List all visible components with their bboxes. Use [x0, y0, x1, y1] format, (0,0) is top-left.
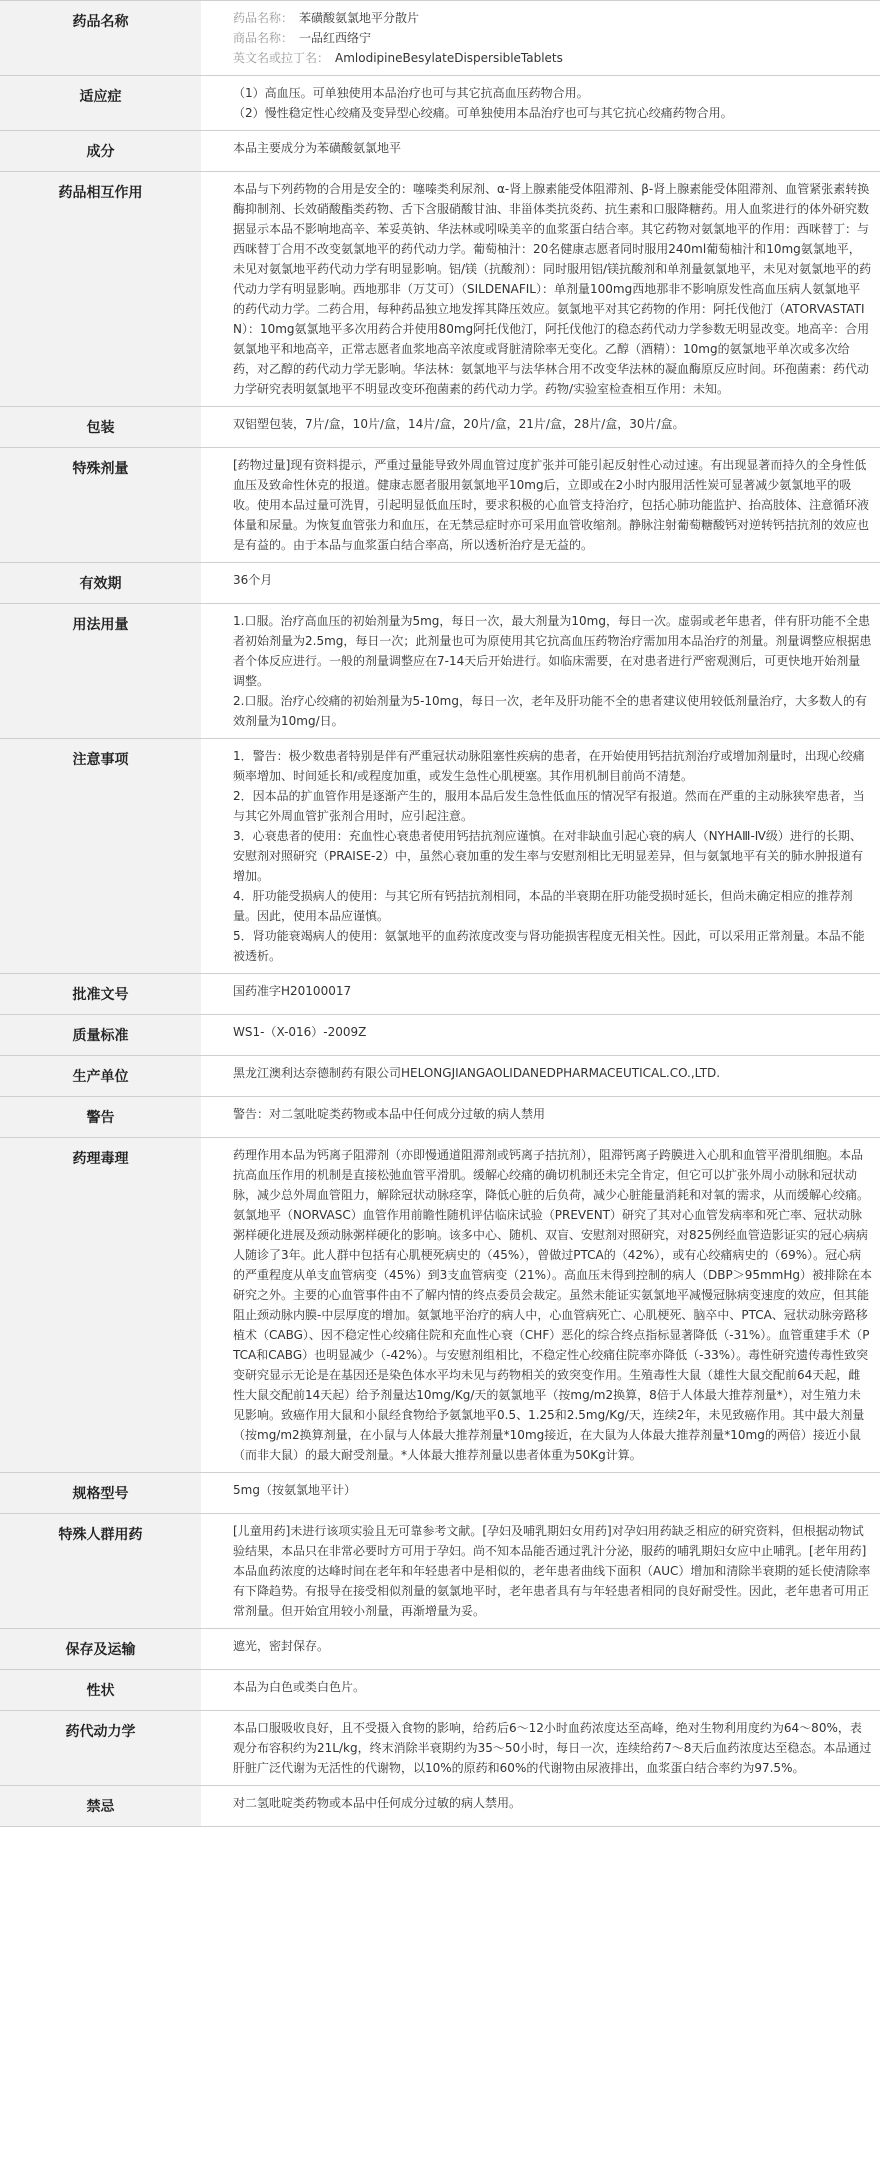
- row-value: [201, 1, 880, 76]
- row-label: 有效期: [0, 563, 201, 604]
- info-row: [0, 1670, 880, 1711]
- value-paragraph: [药物过量]现有资料提示，严重过量能导致外周血管过度扩张并可能引起反射性心动过速。有出现显著而持久的全身性低血压及致命性休克的报道。健康志愿者服用氨氯地平10mg后，立即或在2小时内服用活性炭可显著减少氨氯地平的吸收。使用本品过量可洗胃，引起明显低血压时，要求积极的心血管支持治疗，包括心肺功能监护、抬高肢体、注意循环液体量和尿量。为恢复血管张力和血压，在无禁忌症时亦可采用血管收缩剂。静脉注射葡萄糖酸钙对逆转钙拮抗剂的效应也是有益的。由于本品与血浆蛋白结合率高，所以透析治疗是无益的。: [233, 458, 870, 552]
- info-row: [0, 172, 880, 407]
- row-value: [201, 1056, 880, 1097]
- row-label: 成分: [0, 131, 201, 172]
- row-label: 性状: [0, 1670, 201, 1711]
- row-value: [201, 76, 880, 131]
- info-row: [0, 1097, 880, 1138]
- value-paragraph: 本品口服吸收良好，且不受摄入食物的影响，给药后6～12小时血药浓度达至高峰，绝对生物利用度约为64～80%，表观分布容积约为21L/kg，终末消除半衰期约为35～50小时，每日一次，连续给药7～8天后血药浓度达至稳态。本品通过肝脏广泛代谢为无活性的代谢物，以10%的原药和60%的代谢物由尿液排出，血浆蛋白结合率约为97.5%。: [233, 1721, 872, 1775]
- row-value: [201, 604, 880, 739]
- row-label: 包装: [0, 407, 201, 448]
- row-label: 适应症: [0, 76, 201, 131]
- row-label: 禁忌: [0, 1786, 201, 1827]
- value-paragraph: 2.口服。治疗心绞痛的初始剂量为5-10mg，每日一次，老年及肝功能不全的患者建议使用较低剂量治疗，大多数人的有效剂量为10mg/日。: [233, 694, 867, 728]
- value-paragraph: （1）高血压。可单独使用本品治疗也可与其它抗高血压药物合用。: [233, 86, 589, 100]
- row-label: 批准文号: [0, 974, 201, 1015]
- row-label: 药代动力学: [0, 1711, 201, 1786]
- row-value: [201, 1786, 880, 1827]
- name-line: [233, 48, 872, 68]
- value-paragraph: 警告：对二氢吡啶类药物或本品中任何成分过敏的病人禁用: [233, 1107, 546, 1121]
- row-value: [201, 1711, 880, 1786]
- name-key: 药品名称：: [233, 11, 294, 25]
- value-paragraph: 黑龙江澳利达奈德制药有限公司HELONGJIANGAOLIDANEDPHARMACEUTICAL.CO.,LTD.: [233, 1066, 721, 1080]
- value-paragraph: （2）慢性稳定性心绞痛及变异型心绞痛。可单独使用本品治疗也可与其它抗心绞痛药物合用。: [233, 106, 733, 120]
- info-row: [0, 1711, 880, 1786]
- value-paragraph: 双铝塑包装，7片/盒，10片/盒，14片/盒，20片/盒，21片/盒，28片/盒，30片/盒。: [233, 417, 685, 431]
- value-paragraph: WS1-（X-016）-2009Z: [233, 1025, 367, 1039]
- value-paragraph: 3．心衰患者的使用：充血性心衰患者使用钙拮抗剂应谨慎。在对非缺血引起心衰的病人（NYHAⅢ-Ⅳ级）进行的长期、安慰剂对照研究（PRAISE-2）中，虽然心衰加重的发生率与安慰剂相比无明显差异，但与氨氯地平有关的肺水肿报道有增加。: [233, 829, 864, 883]
- value-paragraph: 2．因本品的扩血管作用是逐渐产生的，服用本品后发生急性低血压的情况罕有报道。然而在严重的主动脉狭窄患者，当与其它外周血管扩张剂合用时，应引起注意。: [233, 789, 865, 823]
- value-paragraph: 遮光，密封保存。: [233, 1639, 330, 1653]
- info-row: [0, 604, 880, 739]
- row-label: 警告: [0, 1097, 201, 1138]
- info-row: [0, 131, 880, 172]
- name-key: 商品名称：: [233, 31, 294, 45]
- row-value: [201, 1015, 880, 1056]
- value-paragraph: 36个月: [233, 573, 273, 587]
- name-value: 一品红西络宁: [299, 31, 372, 45]
- value-paragraph: 5mg（按氨氯地平计）: [233, 1483, 356, 1497]
- info-row: [0, 76, 880, 131]
- row-label: 注意事项: [0, 739, 201, 974]
- row-value: [201, 448, 880, 563]
- info-row: [0, 739, 880, 974]
- info-row: [0, 1629, 880, 1670]
- name-line: [233, 28, 872, 48]
- value-paragraph: 对二氢吡啶类药物或本品中任何成分过敏的病人禁用。: [233, 1796, 522, 1810]
- info-row: [0, 1015, 880, 1056]
- value-paragraph: 国药准字H20100017: [233, 984, 352, 998]
- name-value: 苯磺酸氨氯地平分散片: [299, 11, 420, 25]
- row-label: 药理毒理: [0, 1138, 201, 1473]
- row-value: [201, 1670, 880, 1711]
- value-paragraph: 5．肾功能衰竭病人的使用：氨氯地平的血药浓度改变与肾功能损害程度无相关性。因此，可以采用正常剂量。本品不能被透析。: [233, 929, 865, 963]
- row-label: 保存及运输: [0, 1629, 201, 1670]
- row-label: 规格型号: [0, 1473, 201, 1514]
- info-row: [0, 563, 880, 604]
- row-value: [201, 1138, 880, 1473]
- info-row: [0, 1056, 880, 1097]
- row-value: [201, 131, 880, 172]
- row-value: [201, 1514, 880, 1629]
- value-paragraph: 本品为白色或类白色片。: [233, 1680, 366, 1694]
- info-row: [0, 1, 880, 76]
- row-label: 药品相互作用: [0, 172, 201, 407]
- value-paragraph: 4．肝功能受损病人的使用：与其它所有钙拮抗剂相同，本品的半衰期在肝功能受损时延长，但尚未确定相应的推荐剂量。因此，使用本品应谨慎。: [233, 889, 853, 923]
- row-label: 用法用量: [0, 604, 201, 739]
- value-paragraph: 1．警告：极少数患者特别是伴有严重冠状动脉阻塞性疾病的患者，在开始使用钙拮抗剂治疗或增加剂量时，出现心绞痛频率增加、时间延长和/或程度加重，或发生急性心肌梗塞。其作用机制目前尚不清楚。: [233, 749, 865, 783]
- value-paragraph: 本品与下列药物的合用是安全的：噻嗪类利尿剂、α-肾上腺素能受体阻滞剂、β-肾上腺素能受体阻滞剂、血管紧张素转换酶抑制剂、长效硝酸酯类药物、舌下含服硝酸甘油、非甾体类抗炎药、抗生素和口服降糖药。用人血浆进行的体外研究数据显示本品不影响地高辛、苯妥英钠、华法林或吲哚美辛的血浆蛋白结合率。其它药物对氨氯地平的作用：西咪替丁：与西咪替丁合用不改变氨氯地平的药代动力学。葡萄柚汁：20名健康志愿者同时服用240ml葡萄柚汁和10mg氨氯地平，未见对氨氯地平药代动力学有明显影响。铝/镁（抗酸剂）：同时服用铝/镁抗酸剂和单剂量氨氯地平，未见对氨氯地平的药代动力学有明显影响。西地那非（万艾可）（SILDENAFIL）：单剂量100mg西地那非不影响原发性高血压病人氨氯地平的药代动力学。二药合用，每种药品独立地发挥其降压效应。氨氯地平对其它药物的作用：阿托伐他汀（ATORVASTATIN）：10mg氨氯地平多次用药合并使用80mg阿托伐他汀，阿托伐他汀的稳态药代动力学参数无明显改变。地高辛：合用氨氯地平和地高辛，正常志愿者血浆地高辛浓度或肾脏清除率无变化。乙醇（酒精）：10mg的氨氯地平单次或多次给药，对乙醇的药代动力学无影响。华法林：氨氯地平与法华林合用不改变华法林的凝血酶原反应时间。环孢菌素：药代动力学研究表明氨氯地平不明显改变环孢菌素的药代动力学。药物/实验室检查相互作用：未知。: [233, 182, 872, 396]
- row-value: [201, 739, 880, 974]
- info-row: [0, 1473, 880, 1514]
- row-label: 特殊剂量: [0, 448, 201, 563]
- row-value: [201, 172, 880, 407]
- info-row: [0, 1786, 880, 1827]
- row-label: 药品名称: [0, 1, 201, 76]
- info-row: [0, 407, 880, 448]
- name-line: [233, 8, 872, 28]
- info-row: [0, 448, 880, 563]
- name-value: AmlodipineBesylateDispersibleTablets: [335, 51, 563, 65]
- row-value: [201, 974, 880, 1015]
- row-label: 生产单位: [0, 1056, 201, 1097]
- row-value: [201, 407, 880, 448]
- row-label: 质量标准: [0, 1015, 201, 1056]
- row-label: 特殊人群用药: [0, 1514, 201, 1629]
- info-row: [0, 1138, 880, 1473]
- row-value: [201, 1629, 880, 1670]
- value-paragraph: 本品主要成分为苯磺酸氨氯地平: [233, 141, 402, 155]
- name-key: 英文名或拉丁名：: [233, 51, 330, 65]
- value-paragraph: 1.口服。治疗高血压的初始剂量为5mg，每日一次，最大剂量为10mg，每日一次。虚弱或老年患者，伴有肝功能不全患者初始剂量为2.5mg，每日一次；此剂量也可为原使用其它抗高血压药物治疗需加用本品治疗的剂量。剂量调整应根据患者个体反应进行。一般的剂量调整应在7-14天后开始进行。如临床需要，在对患者进行严密观测后，可更快地开始剂量调整。: [233, 614, 872, 688]
- info-row: [0, 1514, 880, 1629]
- row-value: [201, 563, 880, 604]
- value-paragraph: 药理作用本品为钙离子阻滞剂（亦即慢通道阻滞剂或钙离子拮抗剂），阻滞钙离子跨膜进入心肌和血管平滑肌细胞。本品抗高血压作用的机制是直接松弛血管平滑肌。缓解心绞痛的确切机制还未完全肯定，但它可以扩张外周小动脉和冠状动脉，减少总外周血管阻力，解除冠状动脉痉挛，降低心脏的后负荷，减少心脏能量消耗和对氧的需求，从而缓解心绞痛。氨氯地平（NORVASC）血管作用前瞻性随机评估临床试验（PREVENT）研究了其对心血管发病率和死亡率、冠状动脉粥样硬化进展及颈动脉粥样硬化的影响。该多中心、随机、双盲、安慰剂对照研究，对825例经血管造影证实的冠心病病人随诊了3年。此人群中包括有心肌梗死病史的（45%），曾做过PTCA的（42%），或有心绞痛病史的（69%）。冠心病的严重程度从单支血管病变（45%）到3支血管病变（21%）。高血压未得到控制的病人（DBP＞95mmHg）被排除在本研究之外。主要的心血管事件由不了解内情的终点委员会裁定。虽然未能证实氨氯地平减慢冠脉病变速度的效应，但其能阻止颈动脉内膜-中层厚度的增加。氨氯地平治疗的病人中，心血管病死亡、心肌梗死、脑卒中、PTCA、冠状动脉旁路移植术（CABG）、因不稳定性心绞痛住院和充血性心衰（CHF）恶化的综合终点指标显著降低（-31%）。血管重建手术（PTCA和CABG）也明显减少（-42%）。与安慰剂组相比，不稳定性心绞痛住院率亦降低（-33%）。毒性研究遗传毒性致突变研究显示无论是在基因还是染色体水平均未见与药物相关的致突变作用。生殖毒性大鼠（雄性大鼠交配前64天起，雌性大鼠交配前14天起）给予剂量达10mg/Kg/天的氨氯地平（按mg/m2换算，8倍于人体最大推荐剂量*），对生殖力未见影响。致癌作用大鼠和小鼠经食物给予氨氯地平0.5、1.25和2.5mg/Kg/天，连续2年，未见致癌作用。其中最大剂量（按mg/m2换算剂量，在小鼠与人体最大推荐剂量*10mg接近，在大鼠为人体最大推荐剂量*10mg的两倍）接近小鼠（而非大鼠）的最大耐受剂量。*人体最大推荐剂量以患者体重为50Kg计算。: [233, 1148, 872, 1462]
- value-paragraph: [儿童用药]未进行该项实验且无可靠参考文献。[孕妇及哺乳期妇女用药]对孕妇用药缺乏相应的研究资料，但根据动物试验结果，本品只在非常必要时方可用于孕妇。尚不知本品能否通过乳汁分泌，服药的哺乳期妇女应中止哺乳。[老年用药]本品血药浓度的达峰时间在老年和年轻患者中是相似的，老年患者曲线下面积（AUC）增加和清除半衰期的延长使清除率有下降趋势。有报导在接受相似剂量的氨氯地平时，老年患者具有与年轻患者相同的良好耐受性。因此，老年患者可用正常剂量。但开始宜用较小剂量，再渐增量为妥。: [233, 1524, 871, 1618]
- row-value: [201, 1097, 880, 1138]
- info-row: [0, 974, 880, 1015]
- row-value: [201, 1473, 880, 1514]
